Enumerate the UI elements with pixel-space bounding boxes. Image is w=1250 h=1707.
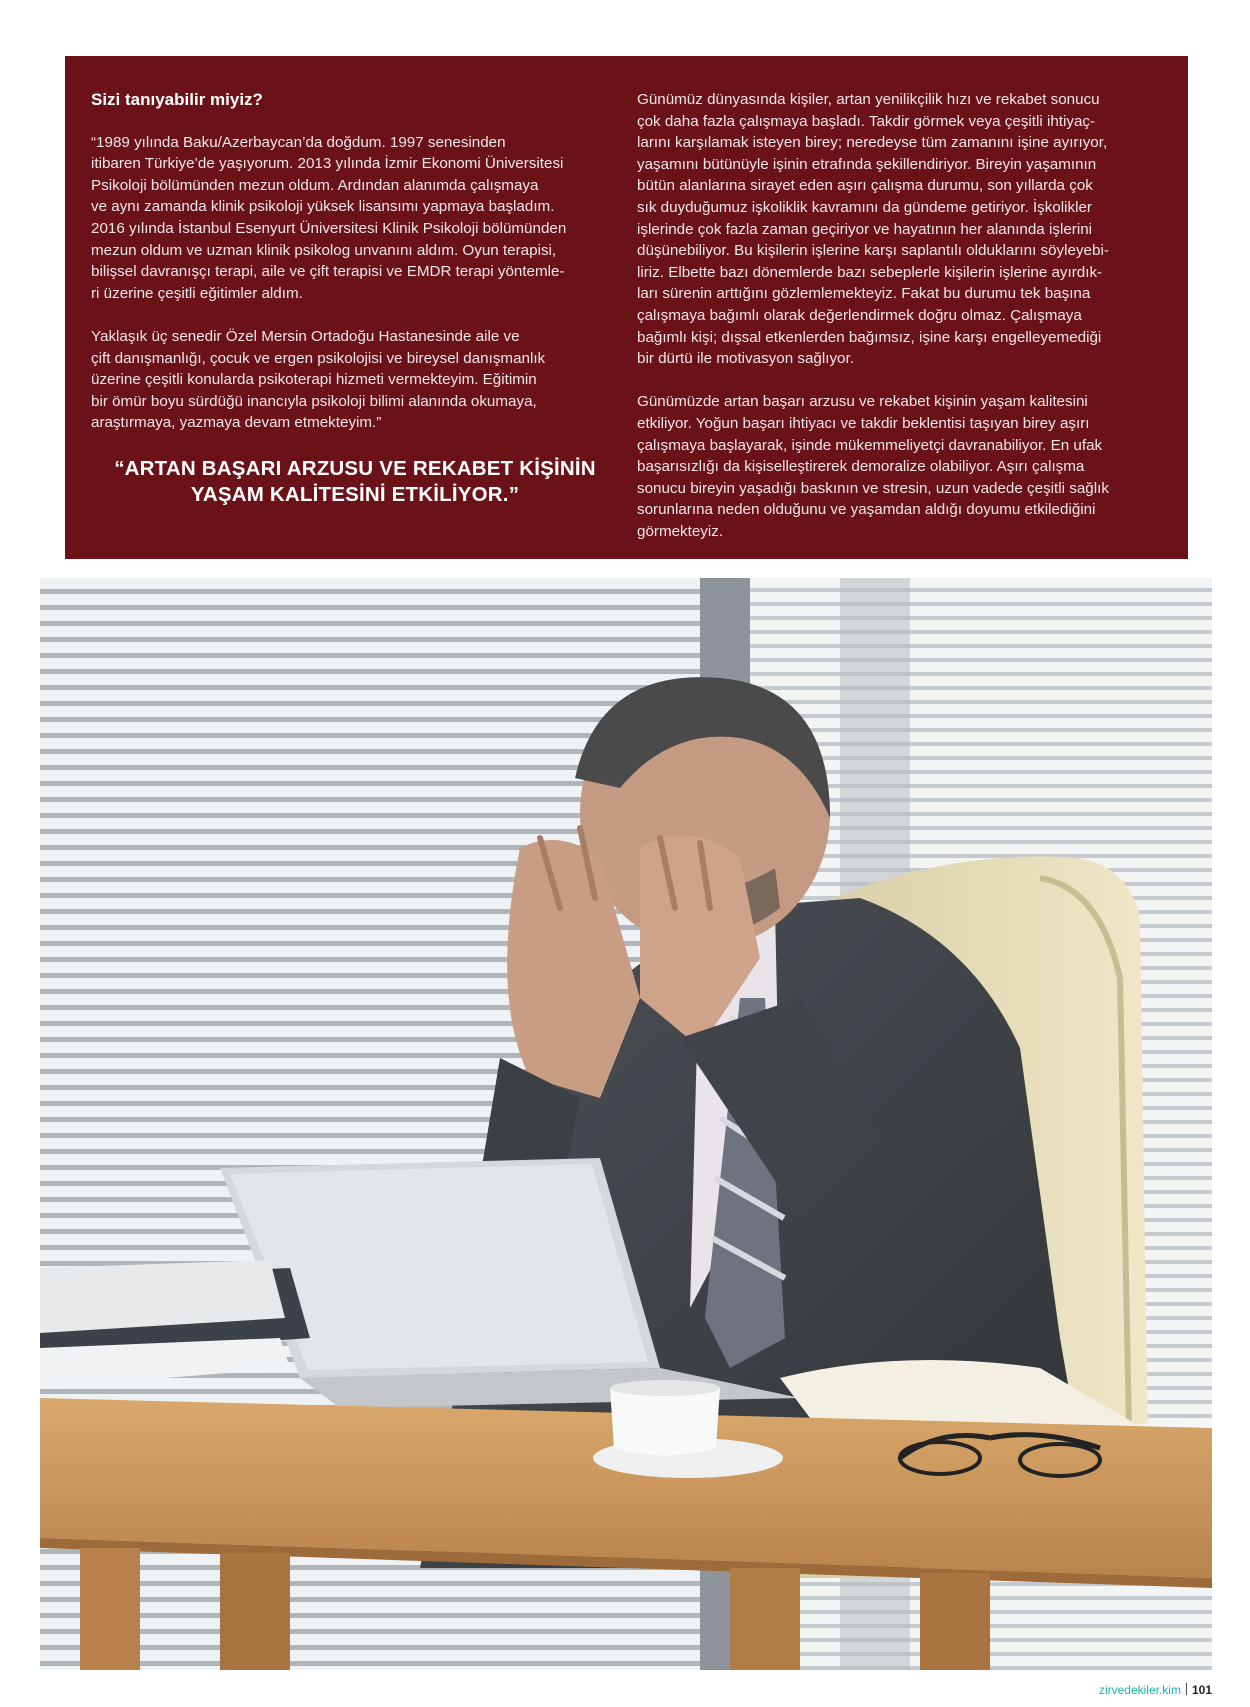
footer-site: zirvedekiler.kim: [1098, 1683, 1181, 1697]
left-column: [91, 89, 619, 456]
bio-paragraph-1: “1989 yılında Baku/Azerbaycan’da doğdum. 1997 senesinden itibaren Türkiye’de yaşıyorum. 2013 yılında İzmir Ekonomi Üniversitesi Psikoloji bölümünden mezun oldum. Ardından alanımda çalışmaya ve aynı zamanda klinik psikoloji yüksek lisansımı yapmaya başladım. 2016 yılında İstanbul Esenyurt Üniversitesi Klinik Psikoloji bölümünden mezun oldum ve uzman klinik psikolog unvanını aldım. Oyun terapisi, bilişsel davranışçı terapi, aile ve çift terapisi ve EMDR terapi yöntemle- ri üzerine çeşitli eğitimler aldım.: [91, 133, 567, 302]
stressed-businessman-photo: [40, 578, 1212, 1670]
section-heading: Sizi tanıyabilir miyiz?: [91, 90, 263, 109]
info-box: [65, 56, 1188, 559]
pull-quote: “ARTAN BAŞARI ARZUSU VE REKABET KİŞİNİN YAŞAM KALİTESİNİ ETKİLİYOR.”: [114, 457, 596, 506]
page-footer: [1099, 1683, 1212, 1697]
page-number: 101: [1191, 1683, 1212, 1697]
article-paragraph-1: Günümüz dünyasında kişiler, artan yenilikçilik hızı ve rekabet sonucu çok daha fazla çalışmaya başladı. Takdir görmek veya çeşitli ihtiyaç- larını karşılamak isteyen birey; neredeyse tüm zamanını işine ayırıyor, yaşamını bütünüyle işinin etrafında şekillendiriyor. Bireyin yaşamının bütün alanlarına sirayet eden aşırı çalışma durumu, son yıllarda çok sık duyduğumuz işkoliklik kavramını da gündeme getiriyor. İşkolikler işlerinde çok fazla zaman geçiriyor ve hayatının her alanında işlerini düşünebiliyor. Bu kişilerin işlerine karşı saplantılı olduklarını söyleyebi- liriz. Elbette bazı dönemlerde bazı sebeplerle kişilerin işlerine ayırdık- ları sürenin arttığını gözlemlemekteyiz. Fakat bu durumu tek başına çalışmaya bağımlı olarak değerlendirmek doğru olmaz. Çalışmaya bağımlı kişi; dışsal etkenlerden bağımsız, işine karşı engelleyemediği bir dürtü ile motivasyon sağlıyor.: [637, 91, 1109, 368]
bio-paragraph-2: Yaklaşık üç senedir Özel Mersin Ortadoğu Hastanesinde aile ve çift danışmanlığı, çocuk ve ergen psikolojisi ve bireysel danışmanlık üzerine çeşitli konularda psikoterapi hizmeti vermekteyim. Eğitimin bir ömür boyu sürdüğü inancıyla psikoloji bilimi alanında okumaya, araştırmaya, yazmaya devam etmekteyim.”: [91, 327, 546, 432]
right-column: [637, 89, 1157, 564]
footer-divider: [1186, 1683, 1187, 1695]
article-paragraph-2: Günümüzde artan başarı arzusu ve rekabet kişinin yaşam kalitesini etkiliyor. Yoğun başarı ihtiyacı ve takdir beklentisi taşıyan birey aşırı çalışmaya başlayarak, işinde mükemmeliyetçi davranabiliyor. En ufak başarısızlığı da kişiselleştirerek demoralize olabiliyor. Aşırı çalışma sonucu bireyin yaşadığı baskının ve stresin, uzun vadede çeşitli sağlık sorunlarına neden olduğunu ve yaşamdan aldığı doyumu etkilediğini görmekteyiz.: [637, 393, 1109, 540]
